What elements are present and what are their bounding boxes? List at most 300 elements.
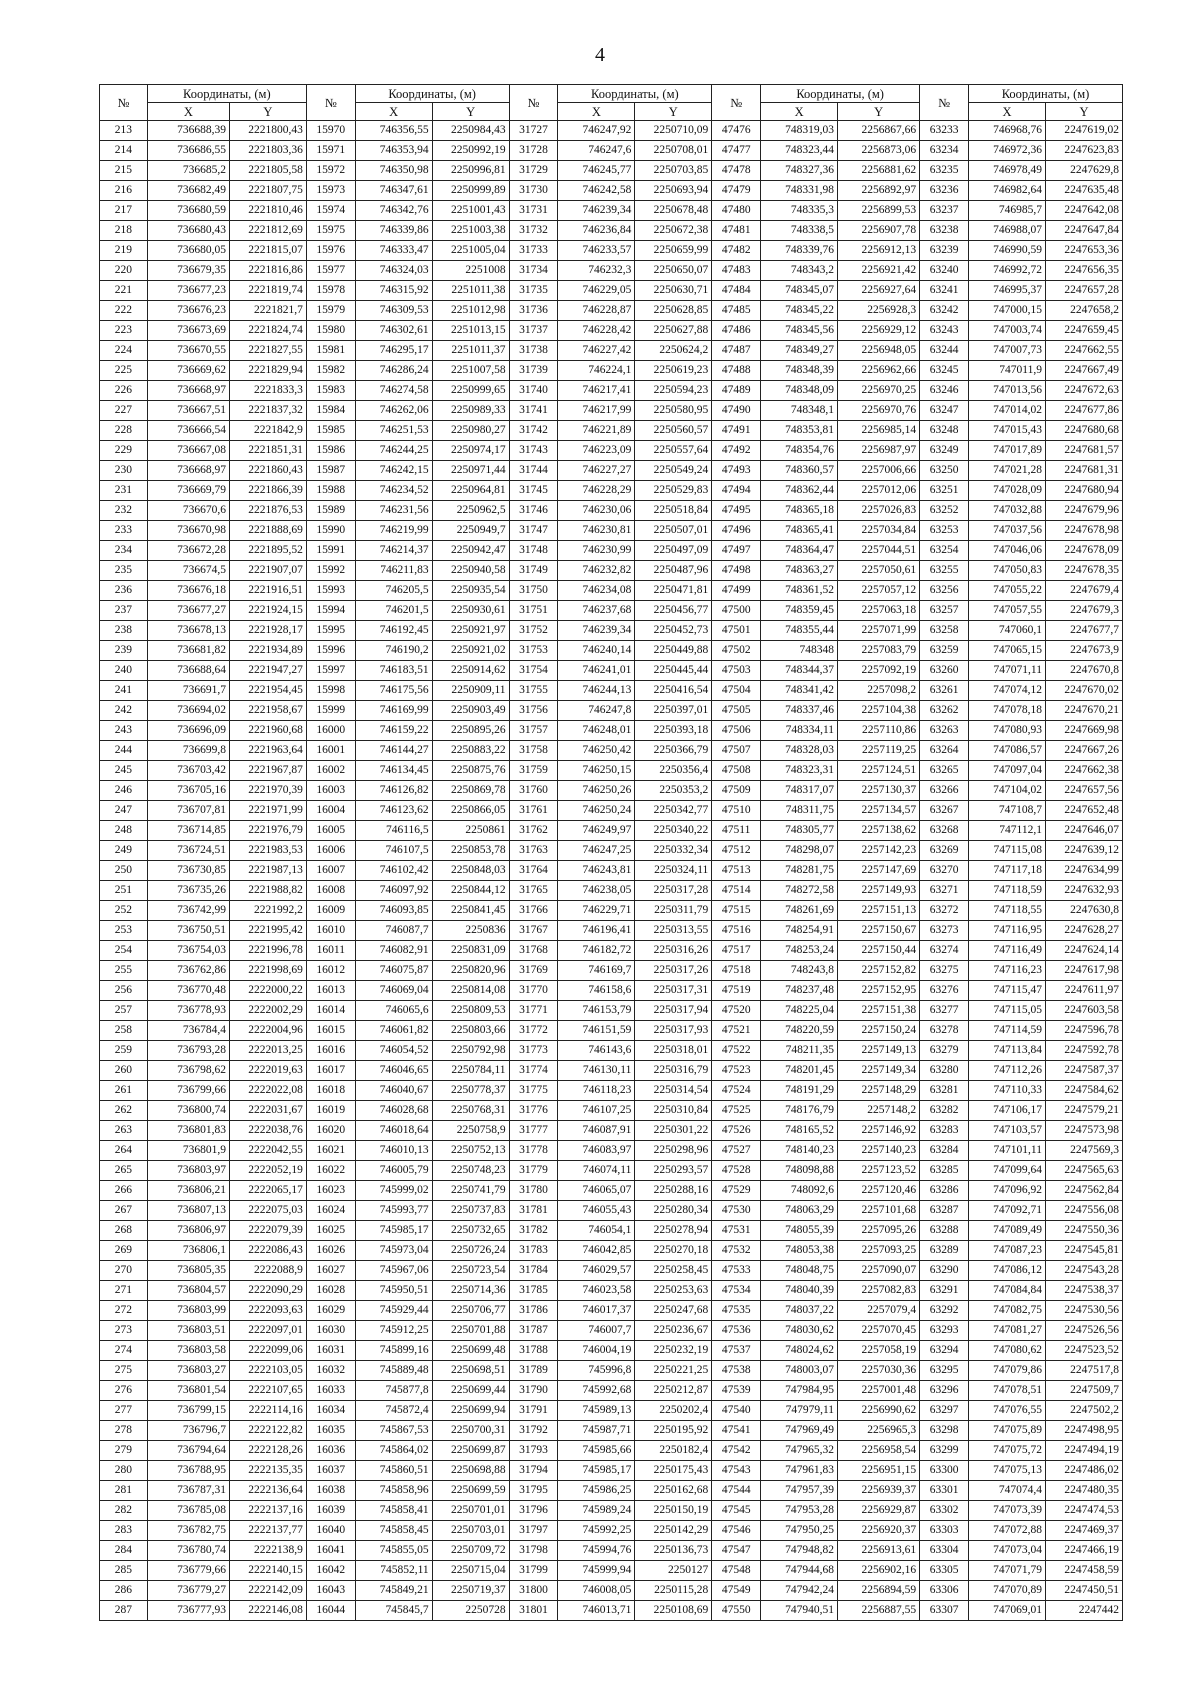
- point-number-cell: 16007: [306, 861, 355, 881]
- y-coordinate-cell: 2221837,32: [229, 401, 306, 421]
- y-coordinate-cell: 2247550,36: [1045, 1221, 1122, 1241]
- x-coordinate-cell: 736680,05: [147, 241, 229, 261]
- x-coordinate-cell: 747113,84: [969, 1041, 1046, 1061]
- point-number-cell: 63258: [920, 621, 969, 641]
- x-coordinate-cell: 748323,31: [761, 761, 838, 781]
- x-coordinate-cell: 746228,29: [558, 481, 635, 501]
- y-coordinate-cell: 2247680,94: [1045, 481, 1122, 501]
- point-number-cell: 16021: [306, 1141, 355, 1161]
- x-coordinate-cell: 747075,72: [969, 1441, 1046, 1461]
- point-number-cell: 31732: [509, 221, 558, 241]
- point-number-cell: 63249: [920, 441, 969, 461]
- x-coordinate-cell: 747944,68: [761, 1561, 838, 1581]
- table-row: [100, 541, 1123, 561]
- y-coordinate-cell: 2257124,51: [838, 761, 920, 781]
- point-number-cell: 268: [100, 1221, 148, 1241]
- y-coordinate-cell: 2221812,69: [229, 221, 306, 241]
- x-coordinate-cell: 736668,97: [147, 461, 229, 481]
- y-coordinate-cell: 2222093,63: [229, 1301, 306, 1321]
- x-coordinate-cell: 736668,97: [147, 381, 229, 401]
- x-coordinate-cell: 748024,62: [761, 1341, 838, 1361]
- y-coordinate-cell: 2247466,19: [1045, 1541, 1122, 1561]
- y-coordinate-cell: 2247639,12: [1045, 841, 1122, 861]
- x-coordinate-cell: 745985,66: [558, 1441, 635, 1461]
- y-coordinate-cell: 2250557,64: [635, 441, 712, 461]
- x-coordinate-cell: 747942,24: [761, 1581, 838, 1601]
- point-number-cell: 63296: [920, 1381, 969, 1401]
- table-row: [100, 1401, 1123, 1421]
- x-coordinate-cell: 746083,97: [558, 1141, 635, 1161]
- x-coordinate-cell: 747114,59: [969, 1021, 1046, 1041]
- x-coordinate-cell: 736670,55: [147, 341, 229, 361]
- x-coordinate-cell: 736674,5: [147, 561, 229, 581]
- point-number-cell: 15979: [306, 301, 355, 321]
- y-coordinate-cell: 2221833,3: [229, 381, 306, 401]
- x-coordinate-cell: 747074,12: [969, 681, 1046, 701]
- x-coordinate-cell: 736788,95: [147, 1461, 229, 1481]
- point-number-cell: 285: [100, 1561, 148, 1581]
- table-row: [100, 1281, 1123, 1301]
- y-coordinate-cell: 2250921,02: [432, 641, 509, 661]
- point-number-cell: 47524: [712, 1081, 761, 1101]
- y-coordinate-cell: 2250962,5: [432, 501, 509, 521]
- y-coordinate-cell: 2250175,43: [635, 1461, 712, 1481]
- y-coordinate-cell: 2247474,53: [1045, 1501, 1122, 1521]
- y-coordinate-cell: 2221995,42: [229, 921, 306, 941]
- y-coordinate-cell: 2250332,34: [635, 841, 712, 861]
- point-number-cell: 31760: [509, 781, 558, 801]
- y-coordinate-cell: 2250278,94: [635, 1221, 712, 1241]
- x-coordinate-cell: 746144,27: [355, 741, 432, 761]
- y-coordinate-cell: 2250202,4: [635, 1401, 712, 1421]
- point-number-cell: 31795: [509, 1481, 558, 1501]
- x-coordinate-cell: 746102,42: [355, 861, 432, 881]
- x-coordinate-cell: 748140,23: [761, 1141, 838, 1161]
- y-coordinate-cell: 2250317,94: [635, 1001, 712, 1021]
- x-coordinate-cell: 736694,02: [147, 701, 229, 721]
- y-header: Y: [432, 103, 509, 121]
- point-number-cell: 63270: [920, 861, 969, 881]
- point-number-cell: 242: [100, 701, 148, 721]
- x-coordinate-cell: 736794,64: [147, 1441, 229, 1461]
- point-number-cell: 16013: [306, 981, 355, 1001]
- point-number-cell: 31792: [509, 1421, 558, 1441]
- y-coordinate-cell: 2257104,38: [838, 701, 920, 721]
- x-coordinate-cell: 746217,99: [558, 401, 635, 421]
- point-number-cell: 47483: [712, 261, 761, 281]
- x-coordinate-cell: 746295,17: [355, 341, 432, 361]
- x-coordinate-cell: 746309,53: [355, 301, 432, 321]
- y-coordinate-cell: 2247630,8: [1045, 901, 1122, 921]
- table-row: [100, 501, 1123, 521]
- x-coordinate-cell: 736799,66: [147, 1081, 229, 1101]
- y-coordinate-cell: 2250820,96: [432, 961, 509, 981]
- table-row: [100, 1101, 1123, 1121]
- table-row: [100, 1081, 1123, 1101]
- number-header: №: [509, 85, 558, 121]
- point-number-cell: 31769: [509, 961, 558, 981]
- x-coordinate-cell: 736678,13: [147, 621, 229, 641]
- x-coordinate-cell: 748359,45: [761, 601, 838, 621]
- point-number-cell: 16018: [306, 1081, 355, 1101]
- table-row: [100, 1381, 1123, 1401]
- coords-header: Координаты, (м): [761, 85, 920, 103]
- table-row: [100, 861, 1123, 881]
- x-coordinate-cell: 736779,27: [147, 1581, 229, 1601]
- table-row: [100, 1221, 1123, 1241]
- point-number-cell: 15992: [306, 561, 355, 581]
- table-row: [100, 401, 1123, 421]
- point-number-cell: 63294: [920, 1341, 969, 1361]
- x-coordinate-cell: 746350,98: [355, 161, 432, 181]
- table-row: [100, 1201, 1123, 1221]
- y-coordinate-cell: 2250342,77: [635, 801, 712, 821]
- x-coordinate-cell: 747069,01: [969, 1601, 1046, 1621]
- x-coordinate-cell: 736676,18: [147, 581, 229, 601]
- point-number-cell: 16019: [306, 1101, 355, 1121]
- table-row: [100, 161, 1123, 181]
- point-number-cell: 47491: [712, 421, 761, 441]
- x-coordinate-cell: 747073,04: [969, 1541, 1046, 1561]
- point-number-cell: 63295: [920, 1361, 969, 1381]
- point-number-cell: 31775: [509, 1081, 558, 1101]
- y-coordinate-cell: 2256929,87: [838, 1501, 920, 1521]
- x-coordinate-cell: 747081,27: [969, 1321, 1046, 1341]
- number-header: №: [306, 85, 355, 121]
- x-coordinate-cell: 748092,6: [761, 1181, 838, 1201]
- y-coordinate-cell: 2250317,26: [635, 961, 712, 981]
- y-coordinate-cell: 2222052,19: [229, 1161, 306, 1181]
- x-coordinate-cell: 748327,36: [761, 161, 838, 181]
- point-number-cell: 63273: [920, 921, 969, 941]
- point-number-cell: 241: [100, 681, 148, 701]
- point-number-cell: 63291: [920, 1281, 969, 1301]
- x-coordinate-cell: 746231,56: [355, 501, 432, 521]
- y-coordinate-cell: 2250580,95: [635, 401, 712, 421]
- x-coordinate-cell: 747060,1: [969, 621, 1046, 641]
- y-coordinate-cell: 2222086,43: [229, 1241, 306, 1261]
- y-coordinate-cell: 2250162,68: [635, 1481, 712, 1501]
- x-coordinate-cell: 745852,11: [355, 1561, 432, 1581]
- y-coordinate-cell: 2222138,9: [229, 1541, 306, 1561]
- y-coordinate-cell: 2247634,99: [1045, 861, 1122, 881]
- point-number-cell: 281: [100, 1481, 148, 1501]
- table-row: [100, 421, 1123, 441]
- x-coordinate-cell: 736803,58: [147, 1341, 229, 1361]
- point-number-cell: 15971: [306, 141, 355, 161]
- point-number-cell: 31754: [509, 661, 558, 681]
- y-coordinate-cell: 2250715,04: [432, 1561, 509, 1581]
- x-coordinate-cell: 748362,44: [761, 481, 838, 501]
- point-number-cell: 15987: [306, 461, 355, 481]
- table-row: [100, 761, 1123, 781]
- point-number-cell: 47545: [712, 1501, 761, 1521]
- point-number-cell: 236: [100, 581, 148, 601]
- y-coordinate-cell: 2250471,81: [635, 581, 712, 601]
- y-coordinate-cell: 2250247,68: [635, 1301, 712, 1321]
- point-number-cell: 237: [100, 601, 148, 621]
- x-coordinate-cell: 736785,08: [147, 1501, 229, 1521]
- y-coordinate-cell: 2257152,95: [838, 981, 920, 1001]
- point-number-cell: 16022: [306, 1161, 355, 1181]
- y-coordinate-cell: 2257138,62: [838, 821, 920, 841]
- y-coordinate-cell: 2221983,53: [229, 841, 306, 861]
- x-coordinate-cell: 747046,06: [969, 541, 1046, 561]
- point-number-cell: 63305: [920, 1561, 969, 1581]
- y-coordinate-cell: 2222097,01: [229, 1321, 306, 1341]
- point-number-cell: 63259: [920, 641, 969, 661]
- y-coordinate-cell: 2250298,96: [635, 1141, 712, 1161]
- point-number-cell: 47518: [712, 961, 761, 981]
- x-coordinate-cell: 746017,37: [558, 1301, 635, 1321]
- point-number-cell: 16033: [306, 1381, 355, 1401]
- x-coordinate-cell: 748253,24: [761, 941, 838, 961]
- y-coordinate-cell: 2257090,07: [838, 1261, 920, 1281]
- table-row: [100, 1041, 1123, 1061]
- y-coordinate-cell: 2250560,57: [635, 421, 712, 441]
- point-number-cell: 47490: [712, 401, 761, 421]
- x-coordinate-cell: 736803,27: [147, 1361, 229, 1381]
- x-coordinate-cell: 747950,25: [761, 1521, 838, 1541]
- point-number-cell: 16012: [306, 961, 355, 981]
- y-coordinate-cell: 2247502,2: [1045, 1401, 1122, 1421]
- x-coordinate-cell: 746087,7: [355, 921, 432, 941]
- point-number-cell: 223: [100, 321, 148, 341]
- y-coordinate-cell: 2257098,2: [838, 681, 920, 701]
- y-coordinate-cell: 2256939,37: [838, 1481, 920, 1501]
- table-row: [100, 741, 1123, 761]
- point-number-cell: 47544: [712, 1481, 761, 1501]
- point-number-cell: 31739: [509, 361, 558, 381]
- y-coordinate-cell: 2250701,88: [432, 1321, 509, 1341]
- point-number-cell: 216: [100, 181, 148, 201]
- y-coordinate-cell: 2256873,06: [838, 141, 920, 161]
- point-number-cell: 47519: [712, 981, 761, 1001]
- point-number-cell: 47523: [712, 1061, 761, 1081]
- x-coordinate-cell: 746240,14: [558, 641, 635, 661]
- x-coordinate-cell: 746339,86: [355, 221, 432, 241]
- x-coordinate-cell: 745858,41: [355, 1501, 432, 1521]
- coords-header: Координаты, (м): [147, 85, 306, 103]
- x-coordinate-cell: 736666,54: [147, 421, 229, 441]
- y-coordinate-cell: 2250678,48: [635, 201, 712, 221]
- x-coordinate-cell: 736682,49: [147, 181, 229, 201]
- x-coordinate-cell: 746010,13: [355, 1141, 432, 1161]
- y-coordinate-cell: 2250507,01: [635, 521, 712, 541]
- point-number-cell: 16017: [306, 1061, 355, 1081]
- y-coordinate-cell: 2257150,44: [838, 941, 920, 961]
- point-number-cell: 16030: [306, 1321, 355, 1341]
- y-coordinate-cell: 2256970,25: [838, 381, 920, 401]
- x-coordinate-cell: 746250,15: [558, 761, 635, 781]
- x-coordinate-cell: 746159,22: [355, 721, 432, 741]
- point-number-cell: 246: [100, 781, 148, 801]
- x-coordinate-cell: 746192,45: [355, 621, 432, 641]
- y-coordinate-cell: 2247579,21: [1045, 1101, 1122, 1121]
- table-row: [100, 1541, 1123, 1561]
- y-coordinate-cell: 2222140,15: [229, 1561, 306, 1581]
- y-coordinate-cell: 2250397,01: [635, 701, 712, 721]
- point-number-cell: 63248: [920, 421, 969, 441]
- y-coordinate-cell: 2257034,84: [838, 521, 920, 541]
- point-number-cell: 16038: [306, 1481, 355, 1501]
- x-coordinate-cell: 745867,53: [355, 1421, 432, 1441]
- y-coordinate-cell: 2221934,89: [229, 641, 306, 661]
- y-coordinate-cell: 2250142,29: [635, 1521, 712, 1541]
- x-coordinate-cell: 747112,1: [969, 821, 1046, 841]
- y-coordinate-cell: 2250706,77: [432, 1301, 509, 1321]
- x-coordinate-cell: 736670,98: [147, 521, 229, 541]
- x-coordinate-cell: 736673,69: [147, 321, 229, 341]
- x-coordinate-cell: 748328,03: [761, 741, 838, 761]
- point-number-cell: 47507: [712, 741, 761, 761]
- x-coordinate-cell: 746082,91: [355, 941, 432, 961]
- y-coordinate-cell: 2247662,38: [1045, 761, 1122, 781]
- table-row: [100, 201, 1123, 221]
- point-number-cell: 31733: [509, 241, 558, 261]
- x-coordinate-cell: 747115,47: [969, 981, 1046, 1001]
- y-coordinate-cell: 2256887,55: [838, 1601, 920, 1621]
- y-coordinate-cell: 2250195,92: [635, 1421, 712, 1441]
- point-number-cell: 47520: [712, 1001, 761, 1021]
- point-number-cell: 63277: [920, 1001, 969, 1021]
- table-row: [100, 721, 1123, 741]
- y-coordinate-cell: 2250719,37: [432, 1581, 509, 1601]
- y-coordinate-cell: 2247556,08: [1045, 1201, 1122, 1221]
- x-coordinate-cell: 736801,9: [147, 1141, 229, 1161]
- point-number-cell: 31798: [509, 1541, 558, 1561]
- x-coordinate-cell: 747096,92: [969, 1181, 1046, 1201]
- table-row: [100, 701, 1123, 721]
- x-coordinate-cell: 747003,74: [969, 321, 1046, 341]
- y-coordinate-cell: 2250236,67: [635, 1321, 712, 1341]
- x-coordinate-cell: 748201,45: [761, 1061, 838, 1081]
- y-coordinate-cell: 2250726,24: [432, 1241, 509, 1261]
- x-coordinate-cell: 747940,51: [761, 1601, 838, 1621]
- y-coordinate-cell: 2247642,08: [1045, 201, 1122, 221]
- x-coordinate-cell: 746227,42: [558, 341, 635, 361]
- point-number-cell: 31750: [509, 581, 558, 601]
- point-number-cell: 16004: [306, 801, 355, 821]
- y-coordinate-cell: 2257030,36: [838, 1361, 920, 1381]
- y-coordinate-cell: 2250115,28: [635, 1581, 712, 1601]
- y-coordinate-cell: 2221928,17: [229, 621, 306, 641]
- y-coordinate-cell: 2247670,8: [1045, 661, 1122, 681]
- y-coordinate-cell: 2247667,26: [1045, 741, 1122, 761]
- x-coordinate-cell: 747021,28: [969, 461, 1046, 481]
- point-number-cell: 31776: [509, 1101, 558, 1121]
- point-number-cell: 31773: [509, 1041, 558, 1061]
- y-coordinate-cell: 2256970,76: [838, 401, 920, 421]
- x-coordinate-cell: 748040,39: [761, 1281, 838, 1301]
- point-number-cell: 31746: [509, 501, 558, 521]
- point-number-cell: 47504: [712, 681, 761, 701]
- point-number-cell: 16032: [306, 1361, 355, 1381]
- x-coordinate-cell: 747032,88: [969, 501, 1046, 521]
- x-coordinate-cell: 747080,93: [969, 721, 1046, 741]
- point-number-cell: 63256: [920, 581, 969, 601]
- x-coordinate-cell: 748339,76: [761, 241, 838, 261]
- y-coordinate-cell: 2250487,96: [635, 561, 712, 581]
- point-number-cell: 287: [100, 1601, 148, 1621]
- point-number-cell: 63284: [920, 1141, 969, 1161]
- y-coordinate-cell: 2247679,4: [1045, 581, 1122, 601]
- y-coordinate-cell: 2250844,12: [432, 881, 509, 901]
- y-coordinate-cell: 2250258,45: [635, 1261, 712, 1281]
- x-coordinate-cell: 746347,61: [355, 181, 432, 201]
- x-coordinate-cell: 748355,44: [761, 621, 838, 641]
- table-row: [100, 681, 1123, 701]
- x-coordinate-cell: 746069,04: [355, 981, 432, 1001]
- y-coordinate-cell: 2250703,85: [635, 161, 712, 181]
- x-coordinate-cell: 745973,04: [355, 1241, 432, 1261]
- point-number-cell: 16036: [306, 1441, 355, 1461]
- x-coordinate-cell: 746175,56: [355, 681, 432, 701]
- y-coordinate-cell: 2250814,08: [432, 981, 509, 1001]
- point-number-cell: 16008: [306, 881, 355, 901]
- x-coordinate-cell: 746190,2: [355, 641, 432, 661]
- x-coordinate-cell: 746247,6: [558, 141, 635, 161]
- y-coordinate-cell: 2257148,2: [838, 1101, 920, 1121]
- point-number-cell: 63306: [920, 1581, 969, 1601]
- table-row: [100, 1241, 1123, 1261]
- x-coordinate-cell: 746234,08: [558, 581, 635, 601]
- point-number-cell: 63290: [920, 1261, 969, 1281]
- y-coordinate-cell: 2257001,48: [838, 1381, 920, 1401]
- point-number-cell: 235: [100, 561, 148, 581]
- x-coordinate-cell: 748298,07: [761, 841, 838, 861]
- point-number-cell: 16031: [306, 1341, 355, 1361]
- y-coordinate-cell: 2256958,54: [838, 1441, 920, 1461]
- x-coordinate-cell: 736679,35: [147, 261, 229, 281]
- x-coordinate-cell: 746995,37: [969, 281, 1046, 301]
- number-header: №: [712, 85, 761, 121]
- x-coordinate-cell: 746244,13: [558, 681, 635, 701]
- table-row: [100, 661, 1123, 681]
- x-coordinate-cell: 746236,84: [558, 221, 635, 241]
- x-coordinate-cell: 746107,25: [558, 1101, 635, 1121]
- number-header: №: [920, 85, 969, 121]
- point-number-cell: 271: [100, 1281, 148, 1301]
- y-coordinate-cell: 2221992,2: [229, 901, 306, 921]
- x-coordinate-cell: 745950,51: [355, 1281, 432, 1301]
- y-coordinate-cell: 2250150,19: [635, 1501, 712, 1521]
- y-header: Y: [635, 103, 712, 121]
- y-coordinate-cell: 2250699,59: [432, 1481, 509, 1501]
- x-coordinate-cell: 748319,03: [761, 121, 838, 141]
- point-number-cell: 63299: [920, 1441, 969, 1461]
- x-coordinate-cell: 747078,18: [969, 701, 1046, 721]
- point-number-cell: 63285: [920, 1161, 969, 1181]
- point-number-cell: 63292: [920, 1301, 969, 1321]
- point-number-cell: 63244: [920, 341, 969, 361]
- x-coordinate-cell: 746229,05: [558, 281, 635, 301]
- x-coordinate-cell: 746985,7: [969, 201, 1046, 221]
- table-row: [100, 281, 1123, 301]
- y-coordinate-cell: 2250940,58: [432, 561, 509, 581]
- y-coordinate-cell: 2247611,97: [1045, 981, 1122, 1001]
- y-coordinate-cell: 2221815,07: [229, 241, 306, 261]
- point-number-cell: 16024: [306, 1201, 355, 1221]
- point-number-cell: 63241: [920, 281, 969, 301]
- x-coordinate-cell: 736801,54: [147, 1381, 229, 1401]
- x-coordinate-cell: 745877,8: [355, 1381, 432, 1401]
- x-coordinate-cell: 746274,58: [355, 381, 432, 401]
- point-number-cell: 31780: [509, 1181, 558, 1201]
- x-coordinate-cell: 747065,15: [969, 641, 1046, 661]
- x-coordinate-cell: 736787,31: [147, 1481, 229, 1501]
- x-coordinate-cell: 746248,01: [558, 721, 635, 741]
